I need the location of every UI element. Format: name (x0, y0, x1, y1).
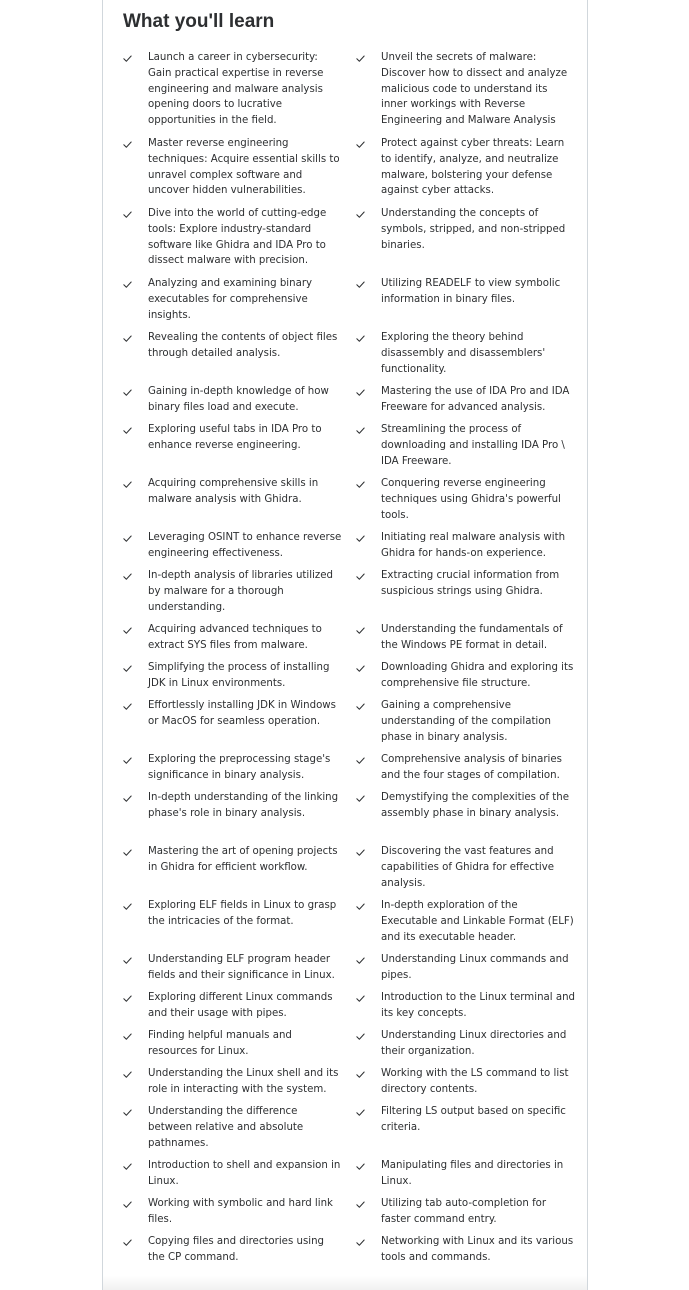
check-icon (122, 1196, 136, 1212)
check-icon (122, 990, 136, 1006)
learn-item-text: Protect against cyber threats: Learn to identify, analyze, and neutralize malware, bolstering your defense against cyber attacks. (381, 138, 565, 197)
check-icon (355, 1158, 369, 1174)
learn-item (354, 476, 576, 523)
learn-item (354, 1234, 576, 1266)
section-title: What you'll learn (123, 11, 275, 32)
learn-item-text: Dive into the world of cutting-edge tools: Explore industry-standard software like Ghidra and IDA Pro to dissect malware with precision. (148, 208, 327, 267)
check-icon (122, 1028, 136, 1044)
learn-item (121, 698, 343, 730)
check-icon (355, 1196, 369, 1212)
learn-item (121, 952, 343, 984)
learn-item-text: Networking with Linux and its various tools and commands. (381, 1236, 574, 1263)
learn-item (121, 330, 343, 362)
learn-item (354, 422, 576, 469)
check-icon (355, 622, 369, 638)
learn-item (121, 384, 343, 416)
what-youll-learn-panel (102, 0, 588, 1290)
learn-item (121, 1158, 343, 1190)
learn-item-text: Finding helpful manuals and resources for Linux. (148, 1030, 292, 1057)
check-icon (355, 50, 369, 66)
learn-item (121, 844, 343, 876)
learn-item (354, 622, 576, 654)
learn-item (354, 752, 576, 784)
learn-item-text: Understanding the Linux shell and its role in interacting with the system. (148, 1068, 339, 1095)
learn-item-text: Filtering LS output based on specific criteria. (381, 1106, 566, 1133)
check-icon (122, 898, 136, 914)
check-icon (122, 330, 136, 346)
learn-item-text: Discovering the vast features and capabilities of Ghidra for effective analysis. (381, 846, 555, 889)
check-icon (122, 384, 136, 400)
check-icon (355, 1066, 369, 1082)
learn-item (354, 50, 576, 129)
learn-item-text: Understanding the fundamentals of the Windows PE format in detail. (381, 624, 563, 651)
learn-item-text: Exploring ELF fields in Linux to grasp the intricacies of the format. (148, 900, 337, 927)
learn-item (354, 568, 576, 600)
learn-item (354, 330, 576, 377)
check-icon (355, 384, 369, 400)
learn-item (121, 1196, 343, 1228)
learn-item (121, 660, 343, 692)
learn-item-text: Downloading Ghidra and exploring its comprehensive file structure. (381, 662, 574, 689)
check-icon (122, 568, 136, 584)
learn-item (354, 698, 576, 745)
learn-item (121, 1104, 343, 1151)
check-icon (355, 530, 369, 546)
learn-item-text: Utilizing READELF to view symbolic information in binary files. (381, 278, 561, 305)
check-icon (122, 1234, 136, 1250)
learn-item-text: Working with the LS command to list directory contents. (381, 1068, 569, 1095)
learn-item-text: Utilizing tab auto-completion for faster command entry. (381, 1198, 547, 1225)
learn-item (121, 1028, 343, 1060)
check-icon (355, 898, 369, 914)
learn-item (121, 568, 343, 615)
learn-item (121, 898, 343, 930)
learn-item (121, 50, 343, 129)
check-icon (122, 752, 136, 768)
learn-item (121, 476, 343, 508)
learn-item (121, 752, 343, 784)
learn-item-text: Exploring useful tabs in IDA Pro to enhance reverse engineering. (148, 424, 322, 451)
learn-item-text: Understanding Linux directories and their organization. (381, 1030, 567, 1057)
learn-item (354, 898, 576, 945)
check-icon (122, 276, 136, 292)
learn-item (354, 660, 576, 692)
learn-item (121, 422, 343, 454)
learn-item-text: Unveil the secrets of malware: Discover how to dissect and analyze malicious code to understand its inner workings with Reverse Engineering and Malware Analysis (381, 52, 568, 127)
learn-item-text: Exploring the preprocessing stage's significance in binary analysis. (148, 754, 331, 781)
learn-item-text: Acquiring advanced techniques to extract SYS files from malware. (148, 624, 322, 651)
check-icon (355, 568, 369, 584)
check-icon (355, 790, 369, 806)
check-icon (122, 844, 136, 860)
check-icon (122, 790, 136, 806)
learn-item (354, 1104, 576, 1136)
check-icon (355, 660, 369, 676)
learn-item-text: Leveraging OSINT to enhance reverse engineering effectiveness. (148, 532, 342, 559)
learn-item-text: Exploring the theory behind disassembly and disassemblers' functionality. (381, 332, 546, 375)
learn-item-text: Conquering reverse engineering techniques using Ghidra's powerful tools. (381, 478, 561, 521)
learn-item-text: Effortlessly installing JDK in Windows or MacOS for seamless operation. (148, 700, 336, 727)
learn-item-text: Copying files and directories using the CP command. (148, 1236, 325, 1263)
check-icon (355, 206, 369, 222)
learn-item (354, 384, 576, 416)
learn-item (354, 952, 576, 984)
check-icon (122, 422, 136, 438)
check-icon (355, 476, 369, 492)
learn-item-text: Manipulating files and directories in Linux. (381, 1160, 564, 1187)
check-icon (355, 1028, 369, 1044)
check-icon (355, 136, 369, 152)
learn-item-text: In-depth exploration of the Executable and Linkable Format (ELF) and its executable header. (381, 900, 574, 943)
check-icon (122, 206, 136, 222)
check-icon (122, 1158, 136, 1174)
check-icon (355, 276, 369, 292)
learn-item-text: Analyzing and examining binary executables for comprehensive insights. (148, 278, 313, 321)
learn-item (121, 790, 343, 822)
learn-item-text: Simplifying the process of installing JDK in Linux environments. (148, 662, 330, 689)
learn-item-text: Launch a career in cybersecurity: Gain practical expertise in reverse engineering and malware analysis opening doors to lucrative opportunities in the field. (148, 52, 324, 127)
learn-item-text: Master reverse engineering techniques: Acquire essential skills to unravel complex software and uncover hidden vulnerabilities. (148, 138, 340, 197)
learn-item (121, 206, 343, 269)
learn-item (354, 136, 576, 199)
learn-item-text: Understanding the difference between relative and absolute pathnames. (148, 1106, 304, 1149)
learn-item (121, 1234, 343, 1266)
learn-item (354, 1028, 576, 1060)
learn-item (121, 622, 343, 654)
learn-item (354, 206, 576, 253)
learn-item (354, 790, 576, 822)
learn-item-text: In-depth analysis of libraries utilized by malware for a thorough understanding. (148, 570, 333, 613)
learn-item-text: Introduction to shell and expansion in Linux. (148, 1160, 341, 1187)
learn-item (354, 1196, 576, 1228)
learn-item-text: Understanding the concepts of symbols, stripped, and non-stripped binaries. (381, 208, 566, 251)
learn-item-text: Understanding Linux commands and pipes. (381, 954, 569, 981)
learn-item (354, 1066, 576, 1098)
check-icon (355, 952, 369, 968)
check-icon (122, 622, 136, 638)
learn-item-text: Mastering the art of opening projects in Ghidra for efficient workflow. (148, 846, 338, 873)
learn-item-text: Extracting crucial information from suspicious strings using Ghidra. (381, 570, 560, 597)
learn-item-text: Gaining a comprehensive understanding of the compilation phase in binary analysis. (381, 700, 551, 743)
check-icon (122, 660, 136, 676)
learn-item-text: Exploring different Linux commands and their usage with pipes. (148, 992, 333, 1019)
learn-item-text: Revealing the contents of object files through detailed analysis. (148, 332, 338, 359)
check-icon (122, 136, 136, 152)
check-icon (122, 476, 136, 492)
check-icon (355, 752, 369, 768)
learn-item-text: Gaining in-depth knowledge of how binary files load and execute. (148, 386, 329, 413)
learn-item (354, 990, 576, 1022)
learn-item (354, 276, 576, 308)
learn-item (121, 136, 343, 199)
check-icon (122, 1104, 136, 1120)
check-icon (122, 952, 136, 968)
check-icon (355, 990, 369, 1006)
check-icon (122, 698, 136, 714)
learn-item-text: Initiating real malware analysis with Ghidra for hands-on experience. (381, 532, 566, 559)
check-icon (355, 422, 369, 438)
learn-item-text: Acquiring comprehensive skills in malware analysis with Ghidra. (148, 478, 319, 505)
check-icon (355, 844, 369, 860)
learn-item-text: Demystifying the complexities of the assembly phase in binary analysis. (381, 792, 570, 819)
learn-item (121, 530, 343, 562)
learn-item (121, 276, 343, 323)
check-icon (122, 1066, 136, 1082)
learn-item (354, 1158, 576, 1190)
check-icon (355, 1104, 369, 1120)
learn-item-text: Introduction to the Linux terminal and its key concepts. (381, 992, 575, 1019)
learn-item-text: Working with symbolic and hard link files. (148, 1198, 333, 1225)
learn-item-text: Mastering the use of IDA Pro and IDA Freeware for advanced analysis. (381, 386, 570, 413)
learn-item-text: Comprehensive analysis of binaries and the four stages of compilation. (381, 754, 562, 781)
check-icon (122, 530, 136, 546)
check-icon (355, 698, 369, 714)
learn-item-text: Streamlining the process of downloading and installing IDA Pro \ IDA Freeware. (381, 424, 565, 467)
learn-item (121, 1066, 343, 1098)
learn-item-text: In-depth understanding of the linking phase's role in binary analysis. (148, 792, 339, 819)
learn-item (354, 844, 576, 891)
check-icon (122, 50, 136, 66)
bottom-fade (103, 1276, 587, 1290)
learn-item (121, 990, 343, 1022)
check-icon (355, 330, 369, 346)
check-icon (355, 1234, 369, 1250)
learn-item (354, 530, 576, 562)
learn-item-text: Understanding ELF program header fields and their significance in Linux. (148, 954, 335, 981)
